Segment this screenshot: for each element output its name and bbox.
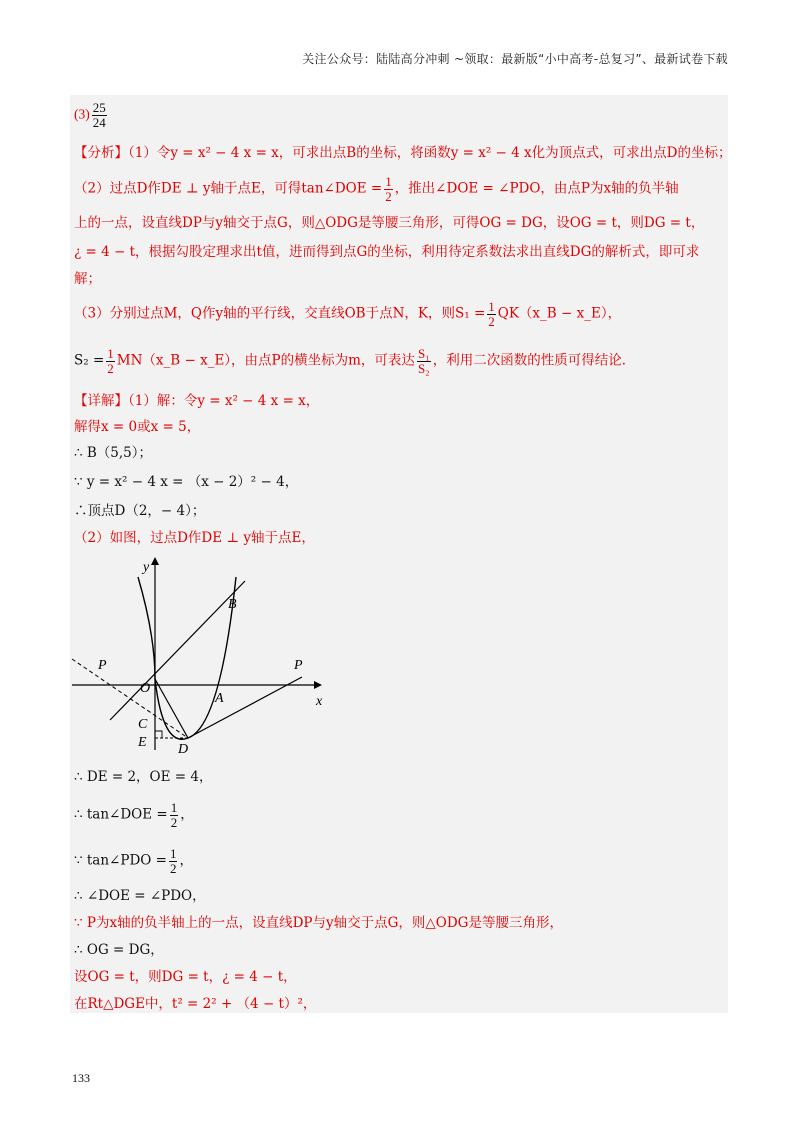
analysis-line-7: S₂ = $\frac{1}{2}$ MN（x_B − x_E），由点P的横坐标为m，可表达 $\frac{\text{S₁}}{\text{S₂}}$ ，利用二次函数的性质可得结论． <box>74 346 636 376</box>
analysis-line-6: （3）分别过点M，Q作y轴的平行线，交直线OB于点N，K，则S₁ = $\frac{1}{2}$ QK（x_B − x_E）， <box>74 299 622 329</box>
detail-line-13: 设OG = t，则DG = t，¿ = 4 − t， <box>74 969 297 985</box>
y-axis-arrow <box>151 557 159 565</box>
line-dp-left-dashed <box>72 659 188 738</box>
label-p-right: P <box>294 658 303 673</box>
detail-line-7: ∴ DE = 2，OE = 4， <box>74 769 213 785</box>
detail-line-8: ∴ tan∠DOE = $\frac{1}{2}$ ， <box>74 800 194 830</box>
label-c: C <box>138 717 148 732</box>
analysis-line-1: 【分析】（1）令y = x² − 4 x = x，可求出点B的坐标，将函数y = x² − 4 x化为顶点式，可求出点D的坐标； <box>74 145 732 161</box>
label-d: D <box>178 742 189 755</box>
analysis-tag: 【分析】 <box>74 145 128 161</box>
label-e: E <box>138 735 147 750</box>
detail-line-9: ∵ tan∠PDO = $\frac{1}{2}$ ， <box>74 846 193 876</box>
detail-line-1: 【详解】（1）解：令y = x² − 4 x = x， <box>74 393 320 409</box>
label-p-left: P <box>98 658 107 673</box>
answer-3: (3) $\frac{25}{24}$ <box>74 100 106 130</box>
detail-line-14: 在Rt△DGE中，t² = 2² + （4 − t）²， <box>74 996 317 1012</box>
label-y: y <box>143 560 150 575</box>
detail-line-2: 解得x = 0或x = 5， <box>74 419 201 435</box>
page-header: 关注公众号：陆陆高分冲刺 ~领取：最新版“小中高考-总复习”、最新试卷下载 <box>302 52 728 66</box>
detail-line-10: ∴ ∠DOE = ∠PDO， <box>74 888 206 904</box>
parabola-figure <box>70 555 340 755</box>
right-angle-mark <box>155 731 162 738</box>
label-a: A <box>215 691 224 706</box>
solution-content <box>70 95 732 1013</box>
detail-line-5: ∴顶点D（2，− 4）； <box>74 503 206 519</box>
label-b: B <box>228 597 237 612</box>
label-x: x <box>316 694 323 709</box>
detail-line-6: （2）如图，过点D作DE ⊥ y轴于点E， <box>74 530 315 546</box>
page-number: 133 <box>72 1071 90 1085</box>
detail-line-12: ∴ OG = DG， <box>74 942 164 958</box>
detail-line-4: ∵ y = x² − 4 x = （x − 2）² − 4， <box>74 474 299 490</box>
detail-tag: 【详解】 <box>74 393 128 409</box>
detail-line-11: ∵ P为x轴的负半轴上的一点，设直线DP与y轴交于点G，则△ODG是等腰三角形， <box>74 915 563 931</box>
detail-line-3: ∴ B（5,5）； <box>74 445 153 461</box>
parabola-curve <box>138 577 236 739</box>
analysis-line-4: ¿ = 4 − t，根据勾股定理求出t值，进而得到点G的坐标，利用待定系数法求出直线DG的解析式，即可求 <box>74 244 700 260</box>
label-o: O <box>140 681 151 696</box>
analysis-line-3: 上的一点，设直线DP与y轴交于点G，则△ODG是等腰三角形，可得OG = DG，设OG = t，则DG = t， <box>74 215 705 231</box>
x-axis-arrow <box>314 681 322 689</box>
line-dp-right <box>188 677 302 738</box>
analysis-line-2: （2）过点D作DE ⊥ y轴于点E，可得tan∠DOE = $\frac{1}{2}$ ，推出∠DOE = ∠PDO，由点P为x轴的负半轴 <box>74 174 679 204</box>
analysis-line-5: 解； <box>74 271 101 287</box>
